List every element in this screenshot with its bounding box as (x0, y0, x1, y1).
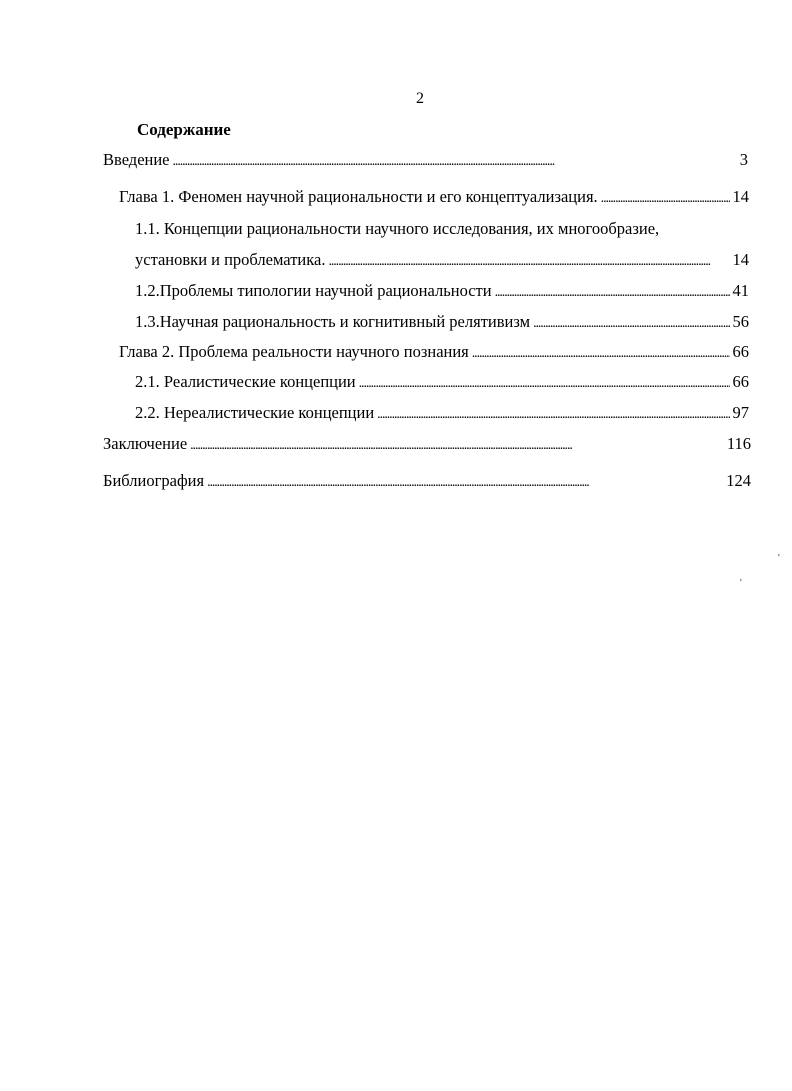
toc-entry-bibliography (103, 471, 751, 491)
toc-entry-label: установки и проблематика. (135, 250, 326, 269)
dot-leader (472, 342, 730, 364)
toc-entry-page: 14 (732, 250, 749, 269)
toc-entry-page: 97 (732, 403, 749, 422)
toc-entry-page: 3 (739, 150, 748, 169)
toc-entry-page: 66 (732, 342, 749, 361)
dot-leader (377, 403, 729, 425)
toc-entry-label: Глава 1. Феномен научной рациональности и его концептуализация. (119, 187, 598, 206)
scan-speck: ' (778, 553, 780, 564)
toc-entry-label: Введение (103, 150, 170, 169)
toc-entry-section-1-2 (135, 281, 749, 301)
dot-leader (173, 150, 737, 172)
dot-leader (533, 312, 729, 334)
toc-entry-label: 2.2. Нереалистические концепции (135, 403, 375, 422)
toc-entry-label: 1.3.Научная рациональность и когнитивный релятивизм (135, 312, 531, 331)
toc-entry-introduction (103, 150, 748, 170)
toc-entry-label: Заключение (103, 434, 188, 453)
toc-entry-label: 2.1. Реалистические концепции (135, 372, 356, 391)
toc-entry-page: 14 (732, 187, 749, 206)
toc-entry-section-1-1-line-1 (135, 219, 749, 239)
toc-entry-page: 41 (732, 281, 749, 300)
toc-entry-page: 66 (732, 372, 749, 391)
toc-entry-label: 1.2.Проблемы типологии научной рациональности (135, 281, 492, 300)
dot-leader (601, 187, 730, 209)
toc-entry-page: 56 (732, 312, 749, 331)
toc-title: Содержание (137, 120, 231, 139)
toc-entry-label: Библиография (103, 471, 205, 490)
toc-entry-chapter-1 (119, 187, 749, 207)
dot-leader (495, 281, 730, 303)
scan-speck: ' (740, 578, 742, 589)
page-number: 2 (416, 90, 424, 107)
toc-entry-chapter-2 (119, 342, 749, 362)
toc-entry-page: 124 (726, 471, 751, 490)
toc-entry-section-1-1-line-2 (135, 250, 749, 270)
toc-entry-conclusion (103, 434, 751, 454)
toc-entry-label: 1.1. Концепции рациональности научного исследования, их многообразие, (135, 219, 660, 238)
toc-entry-page: 116 (726, 434, 751, 453)
dot-leader (190, 434, 724, 456)
toc-entry-section-1-3 (135, 312, 749, 332)
toc-entry-label: Глава 2. Проблема реальности научного познания (119, 342, 469, 361)
toc-entry-section-2-1 (135, 372, 749, 392)
toc-entry-section-2-2 (135, 403, 749, 423)
dot-leader (207, 471, 723, 493)
dot-leader (359, 372, 730, 394)
dot-leader (328, 250, 729, 272)
